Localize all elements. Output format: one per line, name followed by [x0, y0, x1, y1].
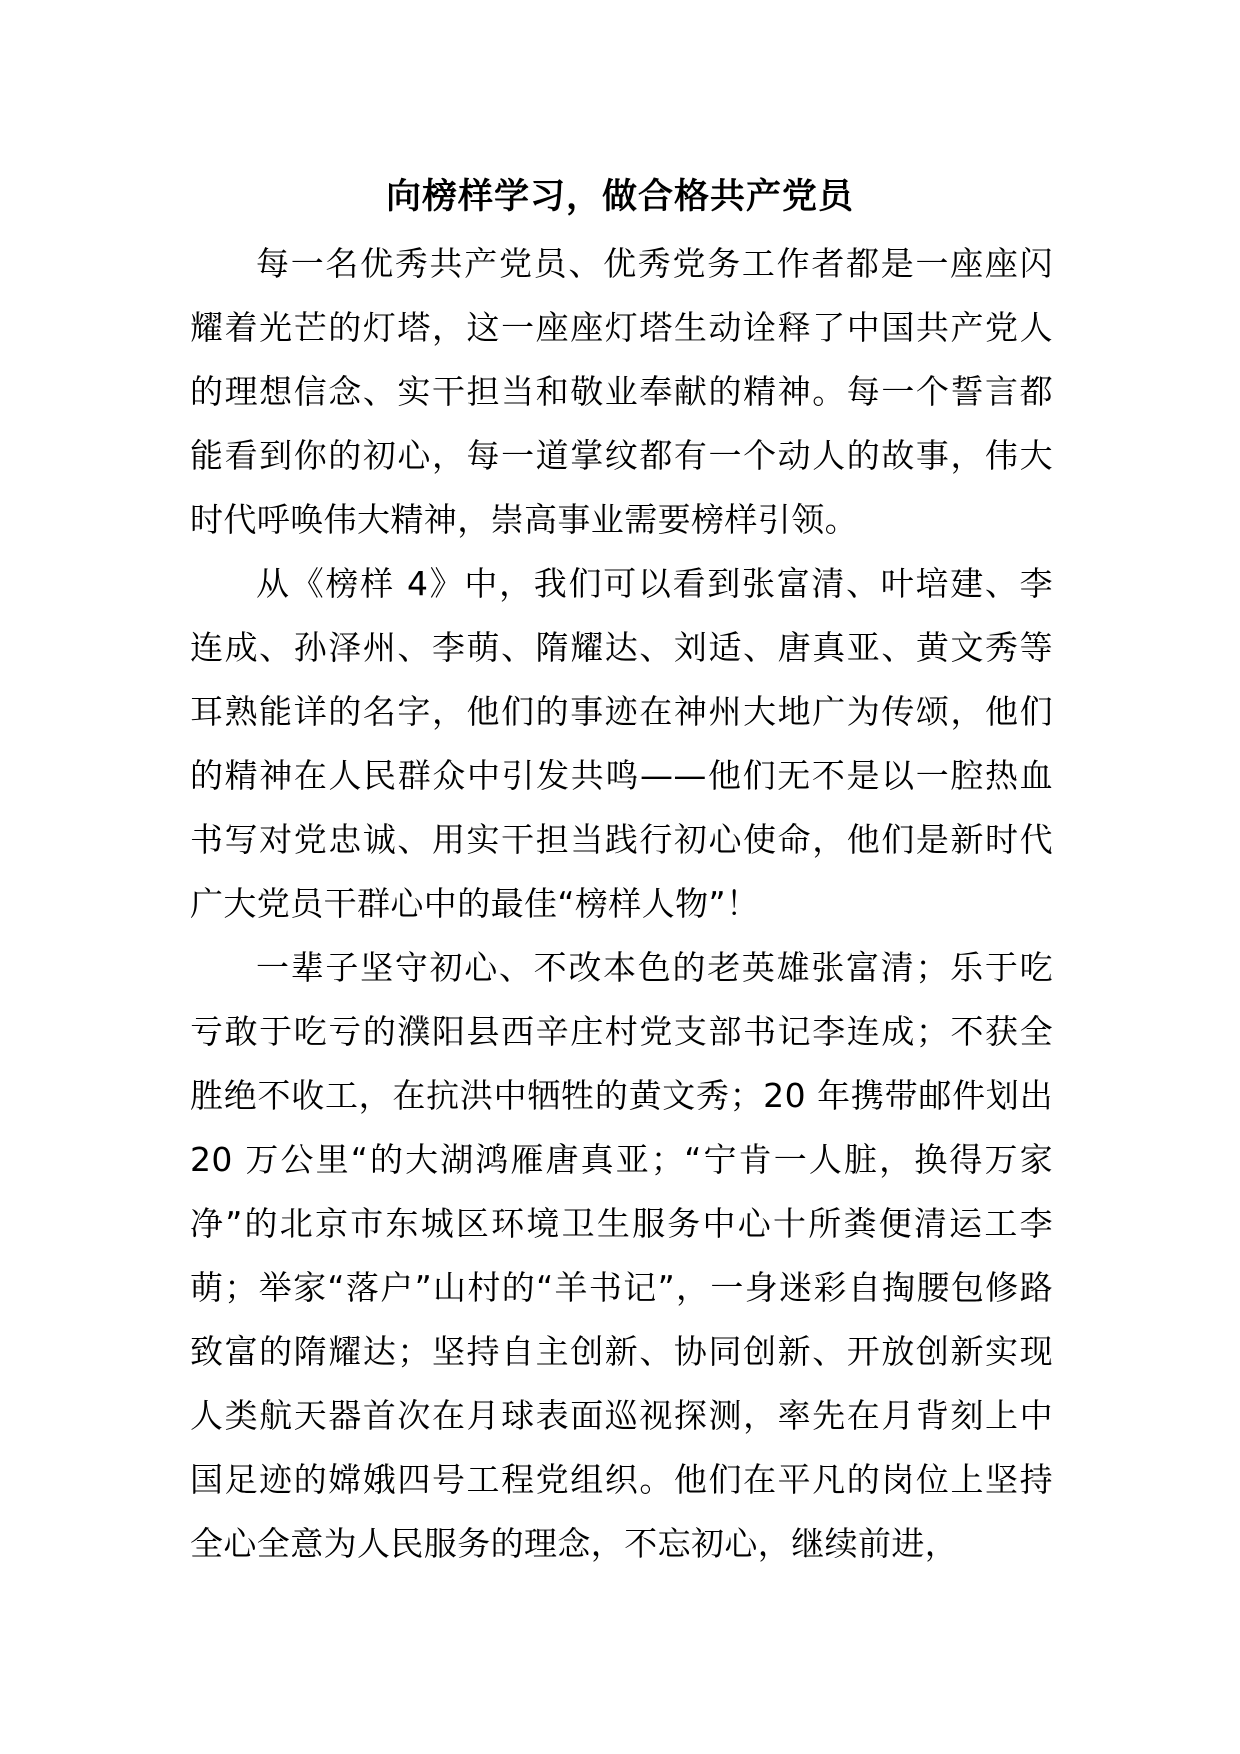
document-title: 向榜样学习，做合格共产党员	[385, 177, 854, 217]
paragraph-2: 从《榜样 4》中，我们可以看到张富清、叶培建、李连成、孙泽州、李萌、隋耀达、刘适、唐真亚、黄文秀等耳熟能详的名字，他们的事迹在神州大地广为传颂，他们的精神在人民群众中引发共鸣——他们无不是以一腔热血书写对党忠诚、用实干担当践行初心使命，他们是新时代广大党员干群心中的最佳“榜样人物”！	[190, 564, 1053, 923]
paragraph-3: 一辈子坚守初心、不改本色的老英雄张富清；乐于吃亏敢于吃亏的濮阳县西辛庄村党支部书记李连成；不获全胜绝不收工，在抗洪中牺牲的黄文秀；20 年携带邮件划出 20 万公里“的大湖鸿雁唐真亚；“宁肯一人脏，换得万家净”的北京市东城区环境卫生服务中心十所粪便清运工李萌；举家“落户”山村的“羊书记”，一身迷彩自掏腰包修路致富的隋耀达；坚持自主创新、协同创新、开放创新实现人类航天器首次在月球表面巡视探测，率先在月背刻上中国足迹的嫦娥四号工程党组织。他们在平凡的岗位上坚持全心全意为人民服务的理念，不忘初心，继续前进，	[190, 948, 1053, 1563]
paragraph-1: 每一名优秀共产党员、优秀党务工作者都是一座座闪耀着光芒的灯塔，这一座座灯塔生动诠释了中国共产党人的理想信念、实干担当和敬业奉献的精神。每一个誓言都能看到你的初心，每一道掌纹都有一个动人的故事，伟大时代呼唤伟大精神，崇高事业需要榜样引领。	[190, 244, 1053, 539]
document-body	[190, 232, 1053, 1576]
